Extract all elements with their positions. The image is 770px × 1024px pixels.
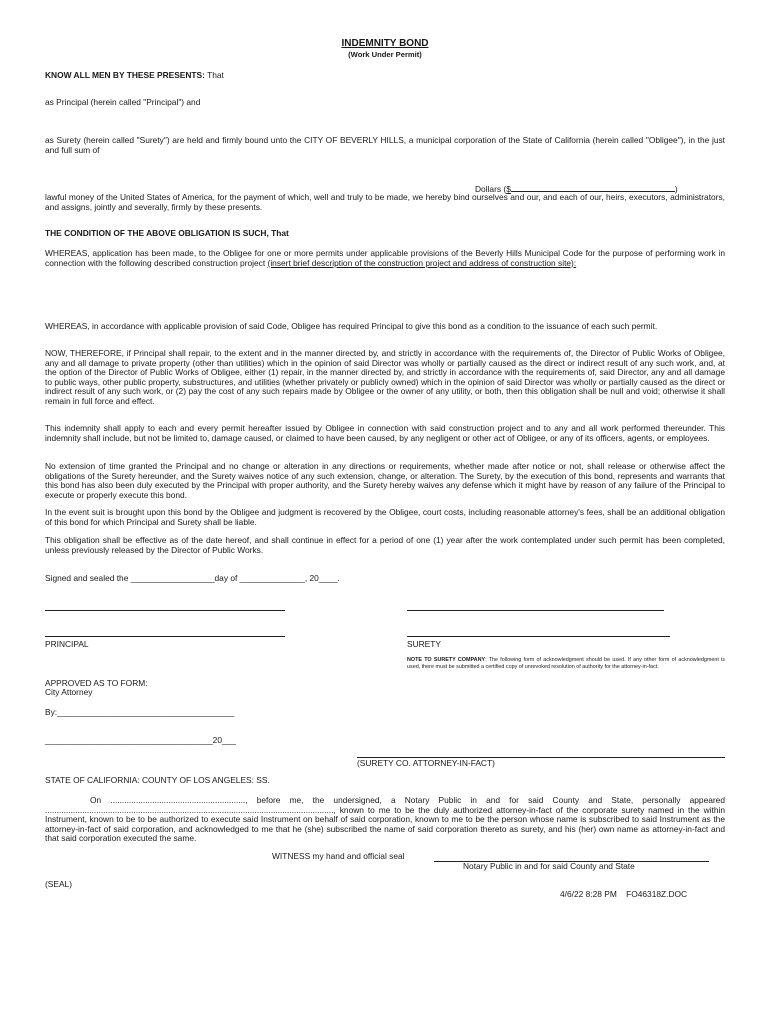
- document-subtitle: (Work Under Permit): [348, 50, 422, 59]
- construction-description-prompt: (insert brief description of the construction project and address of construction site):: [267, 257, 577, 268]
- by-signature-line: By:______________________________________: [45, 707, 235, 717]
- surety-signature-line-1[interactable]: [407, 610, 664, 611]
- notary-acknowledgment-paragraph: On .........................................................., before me, the undersigned, a Notary Public in and for said County and State, personally appeared ............................................................................................................................, known to me to be the duly authorized attorney-in-fact of the corporate surety named in the within Instrument, known to be to be authorized to execute said Instrument on behalf of said corporation, known to me to be the person whose name is subscribed to said Instrument as the attorney-in-fact of said corporation, and acknowledged to me that he (she) subscribed the name of said corporation thereto as surety, and his (her) own name as attorney-in-fact and that said corporation executed the same.: [45, 795, 725, 844]
- approval-date-line: ____________________________________20___: [45, 735, 236, 745]
- surety-label: SURETY: [407, 639, 441, 649]
- document-title: INDEMNITY BOND: [341, 38, 429, 49]
- no-extension-paragraph: No extension of time granted the Principal and no change or alteration in any directions or requirements, whether made after notice or not, shall release or otherwise affect the obligations of the Surety hereunder, and the Surety waives notice of any such extension, change, or alteration. The Surety, by the execution of this bond, represents and warrants that this bond has also been duly executed by the Principal with proper authority, and the Surety hereby waives any defense which it might have by reason of any failure of the Principal to execute or properly execute this bond.: [45, 461, 725, 500]
- principal-label: PRINCIPAL: [45, 639, 89, 649]
- witness-label: WITNESS my hand and official seal: [272, 851, 405, 861]
- state-county-line: STATE OF CALIFORNIA: COUNTY OF LOS ANGELES: SS.: [45, 775, 270, 785]
- whereas-application-text: WHEREAS, application has been made, to the Obligee for one or more permits under applicable provisions of the Beverly Hills Municipal Code for the purpose of performing work in connection with the following described construction project: [45, 248, 725, 268]
- lawful-money-paragraph: lawful money of the United States of America, for the payment of which, well and truly to be made, we hereby bind ourselves and our, and each of our, heirs, executors, administrators, and assigns, jointly and severally, firmly by these presents.: [45, 192, 725, 212]
- note-to-surety-text: : The following form of acknowledgment should be used. If any other form of acknowledgment is used, there must be submitted a certified copy of unrevoked resolution of authority for the attorney-in-fact.: [407, 657, 725, 670]
- principal-signature-line-1[interactable]: [45, 610, 285, 611]
- principal-line: as Principal (herein called "Principal") and: [45, 97, 201, 107]
- approved-as-to-form: APPROVED AS TO FORM:: [45, 678, 148, 688]
- know-all-line: [45, 71, 224, 81]
- dollars-label: Dollars (: [475, 184, 507, 194]
- surety-paragraph: as Surety (herein called "Surety") are held and firmly bound unto the CITY OF BEVERLY HILLS, a municipal corporation of the State of California (herein called "Obligee"), in the just and full sum of: [45, 135, 725, 155]
- city-attorney-label: City Attorney: [45, 687, 93, 697]
- note-to-surety: [407, 657, 725, 670]
- effective-period-paragraph: This obligation shall be effective as of the date hereof, and shall continue in effect for a period of one (1) year after the work contemplated under such permit has been completed, unless previously released by the Director of Public Works.: [45, 535, 725, 555]
- condition-heading: THE CONDITION OF THE ABOVE OBLIGATION IS SUCH, That: [45, 228, 289, 238]
- whereas-application-paragraph: [45, 249, 725, 268]
- whereas-code-paragraph: WHEREAS, in accordance with applicable provision of said Code, Obligee has required Principal to give this bond as a condition to the issuance of each such permit.: [45, 321, 658, 331]
- surety-attorney-label: (SURETY CO. ATTORNEY-IN-FACT): [357, 758, 495, 768]
- signed-sealed-line: Signed and sealed the __________________day of ______________, 20____.: [45, 573, 340, 583]
- indemnity-scope-paragraph: This indemnity shall apply to each and every permit hereafter issued by Obligee in connection with said construction project and to any and all work performed thereunder. This indemnity shall include, but not be limited to, damage caused, or claimed to have been caused, by any negligent or other act of Obligee, or any of its officers, agents, or employees.: [45, 423, 725, 443]
- note-to-surety-heading: NOTE TO SURETY COMPANY: [407, 657, 486, 663]
- notary-label: Notary Public in and for said County and State: [463, 861, 635, 871]
- footer-timestamp-filename: 4/6/22 8:28 PM FO46318Z.DOC: [560, 889, 688, 899]
- suit-paragraph: In the event suit is brought upon this bond by the Obligee and judgment is recovered by the Obligee, court costs, including reasonable attorney's fees, shall be an additional obligation of this bond for which Principal and Surety shall be liable.: [45, 507, 725, 527]
- dollars-currency: $: [506, 184, 511, 194]
- now-therefore-paragraph: NOW, THEREFORE, if Principal shall repair, to the extent and in the manner directed by, and strictly in accordance with the requirements of, the Director of Public Works of Obligee, any and all damage to private property (other than utilities) which in the opinion of said Director was wholly or partially caused as the direct or indirect result of any such work, and, at the option of the Director of Public Works of Obligee, either (1) repair, in the manner directed by, and strictly in accordance with the requirements of, said Director, any and all damage to public ways, other public property, substructures, and utilities (whether privately or publicly owned) which in the opinion of said Director was wholly or partially caused as the direct or indirect result of any such work, or (2) pay the cost of any such repairs made by Obligee or the owner of any utility, or both, then this obligation shall be null and void; otherwise it shall remain in full force and effect.: [45, 348, 725, 406]
- seal-label: (SEAL): [45, 879, 72, 889]
- principal-signature-line-2[interactable]: [45, 636, 285, 637]
- know-all-heading: KNOW ALL MEN BY THESE PRESENTS:: [45, 70, 205, 80]
- know-all-tail: That: [207, 70, 224, 80]
- surety-signature-line-2[interactable]: [407, 636, 670, 637]
- dollars-close: ): [674, 184, 678, 194]
- dollars-amount-field[interactable]: [511, 183, 675, 192]
